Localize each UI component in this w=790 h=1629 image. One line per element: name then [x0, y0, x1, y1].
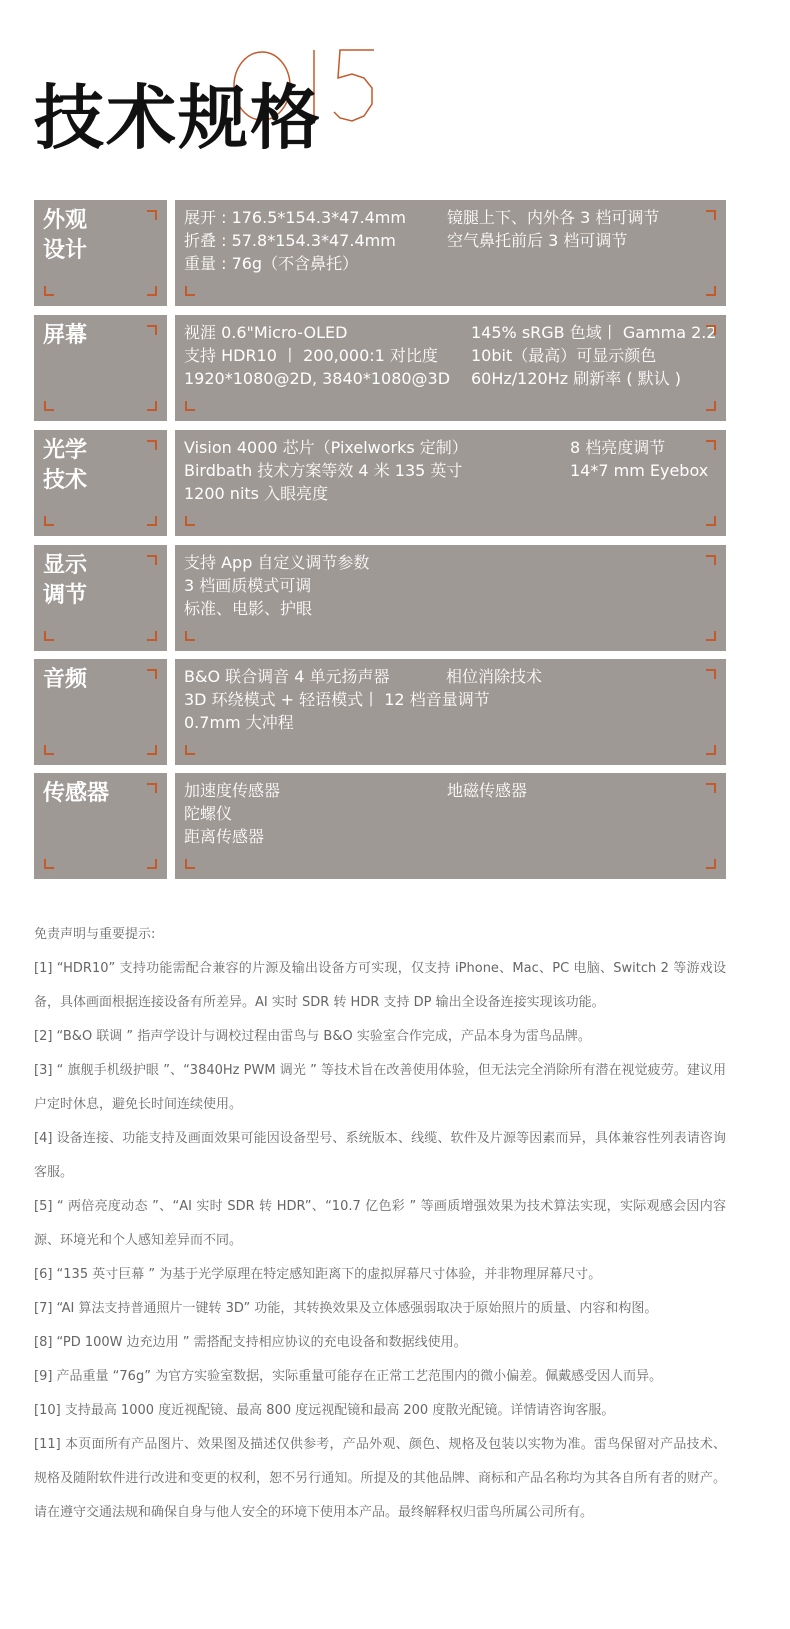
spec-line: Vision 4000 芯片（Pixelworks 定制） [184, 438, 468, 457]
corner-bracket-icon [44, 745, 54, 755]
spec-body [175, 773, 726, 879]
spec-body [175, 315, 726, 421]
spec-line: 地磁传感器 [447, 781, 528, 800]
spec-col-secondary [447, 779, 527, 802]
disclaimer-note: [4] 设备连接、功能支持及画面效果可能因设备型号、系统版本、线缆、软件及片源等因素而异，具体兼容性列表请咨询客服。 [34, 1131, 726, 1180]
spec-line: 14*7 mm Eyebox [570, 461, 709, 480]
spec-line: 10bit（最高）可显示颜色 [471, 346, 657, 365]
spec-line: 重量 : 76g（不含鼻托） [184, 254, 359, 273]
spec-row-screen [34, 315, 726, 421]
corner-bracket-icon [147, 440, 157, 450]
corner-bracket-icon [147, 286, 157, 296]
corner-bracket-icon [185, 745, 195, 755]
spec-body [175, 200, 726, 306]
spec-label-box [34, 200, 167, 306]
spec-line: 支持 App 自定义调节参数 [184, 553, 370, 572]
spec-line: 展开 : 176.5*154.3*47.4mm [184, 208, 406, 227]
spec-line: 0.7mm 大冲程 [184, 713, 294, 732]
spec-line: 3D 环绕模式 + 轻语模式丨 12 档音量调节 [184, 690, 490, 709]
spec-row-optics [34, 430, 726, 536]
spec-label-box [34, 773, 167, 879]
disclaimer-note: [8] “PD 100W 边充边用 ” 需搭配支持相应协议的充电设备和数据线使用。 [34, 1335, 467, 1350]
spec-line: 相位消除技术 [446, 667, 543, 686]
spec-line: 距离传感器 [184, 827, 265, 846]
corner-bracket-icon [185, 286, 195, 296]
corner-bracket-icon [147, 745, 157, 755]
spec-row-appearance [34, 200, 726, 306]
corner-bracket-icon [185, 631, 195, 641]
spec-col-secondary [570, 436, 708, 482]
corner-bracket-icon [706, 401, 716, 411]
spec-label-box [34, 430, 167, 536]
spec-label-box [34, 545, 167, 651]
corner-bracket-icon [44, 631, 54, 641]
spec-label: 外观 设计 [43, 208, 88, 263]
corner-bracket-icon [147, 210, 157, 220]
spec-line: 标准、电影、护眼 [184, 599, 313, 618]
spec-col-primary [184, 321, 450, 390]
disclaimer-note: [3] “ 旗舰手机级护眼 ”、“3840Hz PWM 调光 ” 等技术旨在改善使用体验，但无法完全消除所有潜在视觉疲劳。建议用户定时休息，避免长时间连续使用。 [34, 1063, 726, 1112]
corner-bracket-icon [147, 401, 157, 411]
spec-col-primary [184, 665, 490, 734]
corner-bracket-icon [706, 555, 716, 565]
spec-label: 音频 [43, 667, 88, 692]
spec-line: 空气鼻托前后 3 档可调节 [447, 231, 628, 250]
corner-bracket-icon [706, 783, 716, 793]
spec-label: 传感器 [43, 781, 110, 806]
corner-bracket-icon [706, 440, 716, 450]
corner-bracket-icon [185, 859, 195, 869]
corner-bracket-icon [706, 210, 716, 220]
corner-bracket-icon [147, 555, 157, 565]
spec-line: 1200 nits 入眼亮度 [184, 484, 329, 503]
spec-line: 折叠 : 57.8*154.3*47.4mm [184, 231, 396, 250]
spec-line: B&O 联合调音 4 单元扬声器 [184, 667, 390, 686]
corner-bracket-icon [185, 401, 195, 411]
spec-line: 镜腿上下、内外各 3 档可调节 [447, 208, 660, 227]
spec-label: 屏幕 [43, 323, 88, 348]
disclaimer-note: [1] “HDR10” 支持功能需配合兼容的片源及输出设备方可实现，仅支持 iPhone、Mac、PC 电脑、Switch 2 等游戏设备，具体画面根据连接设备有所差异。AI 实时 SDR 转 HDR 支持 DP 输出全设备连接实现该功能。 [34, 961, 726, 1010]
spec-col-primary [184, 436, 468, 505]
spec-line: 支持 HDR10 丨 200,000:1 对比度 [184, 346, 438, 365]
spec-line: 陀螺仪 [184, 804, 233, 823]
spec-line: 60Hz/120Hz 刷新率 ( 默认 ) [471, 369, 681, 388]
disclaimer-note: [9] 产品重量 “76g” 为官方实验室数据，实际重量可能存在正常工艺范围内的微小偏差。佩戴感受因人而异。 [34, 1369, 663, 1384]
spec-row-display-adjust [34, 545, 726, 651]
corner-bracket-icon [706, 859, 716, 869]
spec-col-secondary [447, 206, 659, 252]
spec-row-audio [34, 659, 726, 765]
spec-label-box [34, 659, 167, 765]
spec-label-box [34, 315, 167, 421]
corner-bracket-icon [147, 631, 157, 641]
spec-line: 145% sRGB 色域丨 Gamma 2.2 [471, 323, 717, 342]
spec-col-secondary [471, 321, 717, 390]
spec-col-secondary [446, 665, 542, 688]
disclaimer-heading: 免责声明与重要提示: [34, 927, 156, 942]
corner-bracket-icon [147, 783, 157, 793]
disclaimer-note: [5] “ 两倍亮度动态 ”、“AI 实时 SDR 转 HDR”、“10.7 亿色彩 ” 等画质增强效果为技术算法实现，实际观感会因内容源、环境光和个人感知差异而不同。 [34, 1199, 726, 1248]
corner-bracket-icon [147, 859, 157, 869]
corner-bracket-icon [147, 669, 157, 679]
spec-body [175, 659, 726, 765]
disclaimer-note: [10] 支持最高 1000 度近视配镜、最高 800 度远视配镜和最高 200 度散光配镜。详情请咨询客服。 [34, 1403, 615, 1418]
spec-line: 8 档亮度调节 [570, 438, 666, 457]
corner-bracket-icon [706, 286, 716, 296]
corner-bracket-icon [706, 669, 716, 679]
corner-bracket-icon [44, 859, 54, 869]
spec-label: 显示 调节 [43, 553, 88, 608]
corner-bracket-icon [706, 745, 716, 755]
corner-bracket-icon [706, 631, 716, 641]
corner-bracket-icon [147, 325, 157, 335]
corner-bracket-icon [185, 516, 195, 526]
spec-row-sensors [34, 773, 726, 879]
page-title: 技术规格 [34, 77, 322, 159]
corner-bracket-icon [147, 516, 157, 526]
disclaimer-note: [7] “AI 算法支持普通照片一键转 3D” 功能，其转换效果及立体感强弱取决于原始照片的质量、内容和构图。 [34, 1301, 658, 1316]
corner-bracket-icon [44, 286, 54, 296]
spec-label: 光学 技术 [43, 438, 88, 493]
corner-bracket-icon [44, 516, 54, 526]
disclaimer-section [34, 918, 726, 1530]
disclaimer-note: [11] 本页面所有产品图片、效果图及描述仅供参考，产品外观、颜色、规格及包装以实物为准。雷鸟保留对产品技术、规格及随附软件进行改进和变更的权利，恕不另行通知。所提及的其他品牌、商标和产品名称均为其各自所有者的财产。请在遵守交通法规和确保自身与他人安全的环境下使用本产品。最终解释权归雷鸟所属公司所有。 [34, 1437, 726, 1520]
corner-bracket-icon [706, 516, 716, 526]
spec-body [175, 430, 726, 536]
disclaimer-note: [6] “135 英寸巨幕 ” 为基于光学原理在特定感知距离下的虚拟屏幕尺寸体验，并非物理屏幕尺寸。 [34, 1267, 602, 1282]
spec-line: 3 档画质模式可调 [184, 576, 312, 595]
disclaimer-note: [2] “B&O 联调 ” 指声学设计与调校过程由雷鸟与 B&O 实验室合作完成，产品本身为雷鸟品牌。 [34, 1029, 591, 1044]
spec-col-primary [184, 206, 406, 275]
page-header [0, 0, 790, 190]
corner-bracket-icon [706, 325, 716, 335]
spec-line: 1920*1080@2D, 3840*1080@3D [184, 369, 451, 388]
spec-body [175, 545, 726, 651]
corner-bracket-icon [44, 401, 54, 411]
spec-col-primary [184, 779, 280, 848]
spec-line: 视涯 0.6"Micro-OLED [184, 323, 348, 342]
spec-col-primary [184, 551, 369, 620]
spec-line: Birdbath 技术方案等效 4 米 135 英寸 [184, 461, 463, 480]
spec-line: 加速度传感器 [184, 781, 281, 800]
